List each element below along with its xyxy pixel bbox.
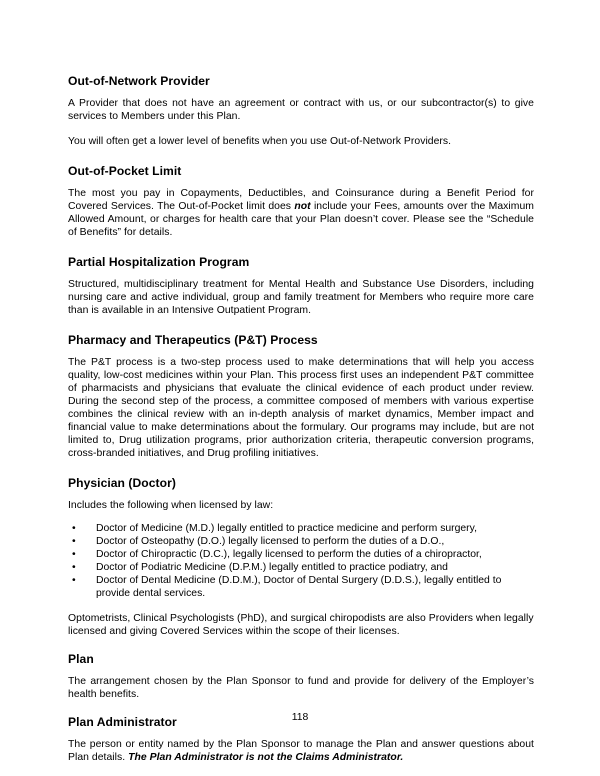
list-item bbox=[68, 535, 534, 548]
spacer bbox=[68, 178, 534, 187]
paragraph-text-part-1: The person or entity named by the Plan Sponsor to manage the Plan and answer questions about Plan details. bbox=[68, 739, 534, 763]
section-heading-plan: Plan bbox=[68, 652, 94, 666]
bullet-icon: • bbox=[72, 536, 76, 547]
section-heading-partial-hospitalization-program: Partial Hospitalization Program bbox=[68, 255, 250, 269]
paragraph-physician-closing: Optometrists, Clinical Psychologists (PhD), and surgical chiropodists are also Providers when legally licensed and giving Covered Services within the scope of their licenses. bbox=[68, 613, 534, 637]
spacer bbox=[68, 600, 534, 612]
spacer bbox=[68, 512, 534, 522]
list-item bbox=[68, 561, 534, 574]
paragraph-plan: The arrangement chosen by the Plan Sponsor to fund and provide for delivery of the Employer’s health benefits. bbox=[68, 676, 534, 700]
bullet-icon: • bbox=[72, 562, 76, 573]
bullet-icon: • bbox=[72, 575, 76, 586]
section-heading-physician-doctor: Physician (Doctor) bbox=[68, 476, 176, 490]
spacer bbox=[68, 269, 534, 278]
paragraph-partial-hospitalization-program: Structured, multidisciplinary treatment for Mental Health and Substance Use Disorders, including nursing care and active individual, group and family treatment for Members who require more care than is available in an Intensive Outpatient Program. bbox=[68, 279, 534, 316]
spacer bbox=[68, 347, 534, 356]
paragraph-out-of-network-provider-2: You will often get a lower level of benefits when you use Out-of-Network Providers. bbox=[68, 136, 452, 147]
list-item-label: Doctor of Osteopathy (D.O.) legally licensed to perform the duties of a D.O., bbox=[96, 536, 445, 547]
document-content bbox=[68, 74, 534, 764]
spacer bbox=[68, 490, 534, 499]
bullet-icon: • bbox=[72, 523, 76, 534]
paragraph-text-part-2: include your Fees, amounts over the Maximum Allowed Amount, or charges for health care that your Plan doesn’t cover. Please see the “Schedule of Benefits” for details. bbox=[68, 201, 534, 238]
list-item bbox=[68, 548, 534, 561]
section-heading-pharmacy-and-therapeutics-process: Pharmacy and Therapeutics (P&T) Process bbox=[68, 333, 318, 347]
section-heading-out-of-pocket-limit: Out-of-Pocket Limit bbox=[68, 164, 182, 178]
section-heading-plan-administrator: Plan Administrator bbox=[68, 715, 177, 729]
emphasis-not: not bbox=[294, 201, 311, 212]
list-item bbox=[68, 522, 534, 535]
emphasis-plan-administrator-note: The Plan Administrator is not the Claims Administrator. bbox=[128, 752, 404, 763]
page-number: 118 bbox=[291, 712, 309, 723]
list-item-label: Doctor of Podiatric Medicine (D.P.M.) legally entitled to practice podiatry, and bbox=[96, 562, 448, 573]
paragraph-text-part-1: The most you pay in Copayments, Deductibles, and Coinsurance during a Benefit Period for Covered Services. The Out-of-Pocket limit does bbox=[68, 188, 534, 212]
spacer bbox=[68, 729, 534, 738]
spacer bbox=[68, 666, 534, 675]
list-item-label: Doctor of Chiropractic (D.C.), legally licensed to perform the duties of a chiropractor, bbox=[96, 549, 482, 560]
paragraph-pharmacy-and-therapeutics-process: The P&T process is a two-step process used to make determinations that will help you access quality, low-cost medicines within your Plan. This process first uses an independent P&T committee of pharmacists and physicians that evaluate the clinical evidence of each product under review. During the second step of the process, a committee composed of members with various expertise combines the clinical review with an in-depth analysis of market dynamics, Member impact and financial value to make determinations about the formulary. Our programs may include, but are not limited to, Drug utilization programs, prior authorization criteria, therapeutic conversion programs, cross-branded initiatives, and Drug profiling initiatives. bbox=[68, 357, 534, 459]
spacer bbox=[68, 317, 534, 333]
bullet-icon: • bbox=[72, 549, 76, 560]
paragraph-out-of-pocket-limit bbox=[68, 187, 534, 239]
spacer bbox=[68, 460, 534, 476]
list-item bbox=[68, 574, 534, 600]
list-item-label: Doctor of Medicine (M.D.) legally entitled to practice medicine and perform surgery, bbox=[96, 523, 477, 534]
paragraph-plan-administrator bbox=[68, 738, 534, 764]
physician-types-list bbox=[68, 522, 534, 600]
section-heading-out-of-network-provider: Out-of-Network Provider bbox=[68, 74, 210, 88]
spacer bbox=[68, 148, 534, 164]
paragraph-physician-intro: Includes the following when licensed by law: bbox=[68, 500, 274, 511]
spacer bbox=[68, 638, 534, 652]
spacer bbox=[68, 88, 534, 97]
spacer bbox=[68, 123, 534, 135]
list-item-label: Doctor of Dental Medicine (D.D.M.), Doctor of Dental Surgery (D.D.S.), legally entitled to provide dental services. bbox=[96, 575, 502, 599]
spacer bbox=[68, 239, 534, 255]
paragraph-out-of-network-provider-1: A Provider that does not have an agreement or contract with us, or our subcontractor(s) to give services to Members under this Plan. bbox=[68, 98, 534, 122]
